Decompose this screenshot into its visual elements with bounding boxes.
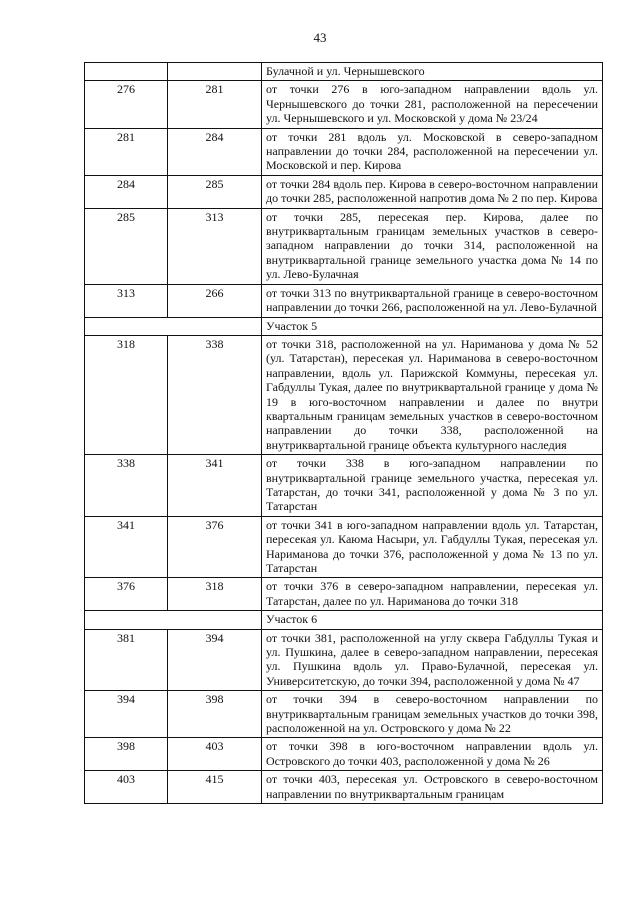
- from-point-cell: 284: [85, 175, 168, 208]
- to-point-cell: 415: [168, 771, 262, 804]
- description-cell: от точки 398 в юго-восточном направлении вдоль ул. Островского до точки 403, расположенной у дома № 26: [262, 738, 603, 771]
- from-point-cell: 285: [85, 208, 168, 284]
- boundary-table: [84, 62, 603, 804]
- description-cell: от точки 376 в северо-западном направлении, пересекая ул. Татарстан, далее по ул. Нариманова до точки 318: [262, 578, 603, 611]
- description-cell: от точки 318, расположенной на ул. Нариманова у дома № 52 (ул. Татарстан), пересекая ул. Нариманова в северо-восточном направлении, вдоль ул. Парижской Коммуны, пересекая ул. Габдуллы Тукая, далее по внутриквартальной границе у дома № 19 в юго-восточном направлении и далее по внутри квартальным границам земельных участков в северо-восточном направлении до точки 338, расположенной на внутриквартальной границе объекта культурного наследия: [262, 335, 603, 454]
- table-row: [85, 516, 603, 578]
- description-cell: от точки 403, пересекая ул. Островского в северо-восточном направлении по внутриквартальным границам: [262, 771, 603, 804]
- to-point-cell: [168, 63, 262, 81]
- to-point-cell: 341: [168, 455, 262, 517]
- to-point-cell: 338: [168, 335, 262, 454]
- from-point-cell: 398: [85, 738, 168, 771]
- to-point-cell: 403: [168, 738, 262, 771]
- table-row: [85, 691, 603, 738]
- from-point-cell: 403: [85, 771, 168, 804]
- from-point-cell: 318: [85, 335, 168, 454]
- description-cell: от точки 284 вдоль пер. Кирова в северо-восточном направлении до точки 285, расположенной напротив дома № 2 по пер. Кирова: [262, 175, 603, 208]
- section-title: Участок 6: [262, 611, 603, 629]
- description-cell: Булачной и ул. Чернышевского: [262, 63, 603, 81]
- to-point-cell: 318: [168, 578, 262, 611]
- table-row: [85, 738, 603, 771]
- table-row: [85, 175, 603, 208]
- description-cell: от точки 381, расположенной на углу сквера Габдуллы Тукая и ул. Пушкина, далее в северо-западном направлении, пересекая ул. Пушкина вдоль ул. Право-Булачной, пересекая ул. Университетскую, до точки 394, расположенной у дома № 47: [262, 629, 603, 691]
- from-point-cell: 341: [85, 516, 168, 578]
- table-row: [85, 208, 603, 284]
- to-point-cell: 313: [168, 208, 262, 284]
- from-point-cell: 276: [85, 81, 168, 128]
- table-row: [85, 771, 603, 804]
- description-cell: от точки 341 в юго-западном направлении вдоль ул. Татарстан, пересекая ул. Каюма Насыри, ул. Габдуллы Тукая, пересекая ул. Нариманова до точки 376, расположенной у дома № 13 по ул. Татарстан: [262, 516, 603, 578]
- to-point-cell: 394: [168, 629, 262, 691]
- to-point-cell: 376: [168, 516, 262, 578]
- table-row: [85, 578, 603, 611]
- description-cell: от точки 338 в юго-западном направлении по внутриквартальной границе земельного участка, пересекая ул. Татарстан, до точки 341, расположенной у дома № 3 по ул. Татарстан: [262, 455, 603, 517]
- section-empty-cell: [85, 611, 262, 629]
- table-row: [85, 455, 603, 517]
- from-point-cell: 394: [85, 691, 168, 738]
- description-cell: от точки 285, пересекая пер. Кирова, далее по внутриквартальным границам земельных участков в северо-западном направлении до точки 314, расположенной на внутриквартальной границе земельного участка дома № 14 по ул. Лево-Булачная: [262, 208, 603, 284]
- to-point-cell: 284: [168, 128, 262, 175]
- from-point-cell: 313: [85, 284, 168, 317]
- from-point-cell: 338: [85, 455, 168, 517]
- description-cell: от точки 313 по внутриквартальной границе в северо-восточном направлении до точки 266, расположенной на ул. Лево-Булачной: [262, 284, 603, 317]
- table-row: [85, 335, 603, 454]
- to-point-cell: 398: [168, 691, 262, 738]
- to-point-cell: 285: [168, 175, 262, 208]
- from-point-cell: 376: [85, 578, 168, 611]
- to-point-cell: 281: [168, 81, 262, 128]
- table-row: [85, 629, 603, 691]
- table-row: [85, 284, 603, 317]
- description-cell: от точки 394 в северо-восточном направлении по внутриквартальным границам земельных участков до точки 398, расположенной на ул. Островского у дома № 22: [262, 691, 603, 738]
- section-row: [85, 317, 603, 335]
- description-cell: от точки 276 в юго-западном направлении вдоль ул. Чернышевского до точки 281, расположенной на пересечении ул. Чернышевского и ул. Московской у дома № 23/24: [262, 81, 603, 128]
- from-point-cell: [85, 63, 168, 81]
- section-title: Участок 5: [262, 317, 603, 335]
- to-point-cell: 266: [168, 284, 262, 317]
- table-row: [85, 128, 603, 175]
- section-row: [85, 611, 603, 629]
- description-cell: от точки 281 вдоль ул. Московской в северо-западном направлении до точки 284, расположенной на пересечении ул. Московской и пер. Кирова: [262, 128, 603, 175]
- from-point-cell: 281: [85, 128, 168, 175]
- section-empty-cell: [85, 317, 262, 335]
- from-point-cell: 381: [85, 629, 168, 691]
- table-row: [85, 63, 603, 81]
- boundary-table-body: [85, 63, 603, 804]
- table-row: [85, 81, 603, 128]
- page-number: 43: [313, 30, 327, 45]
